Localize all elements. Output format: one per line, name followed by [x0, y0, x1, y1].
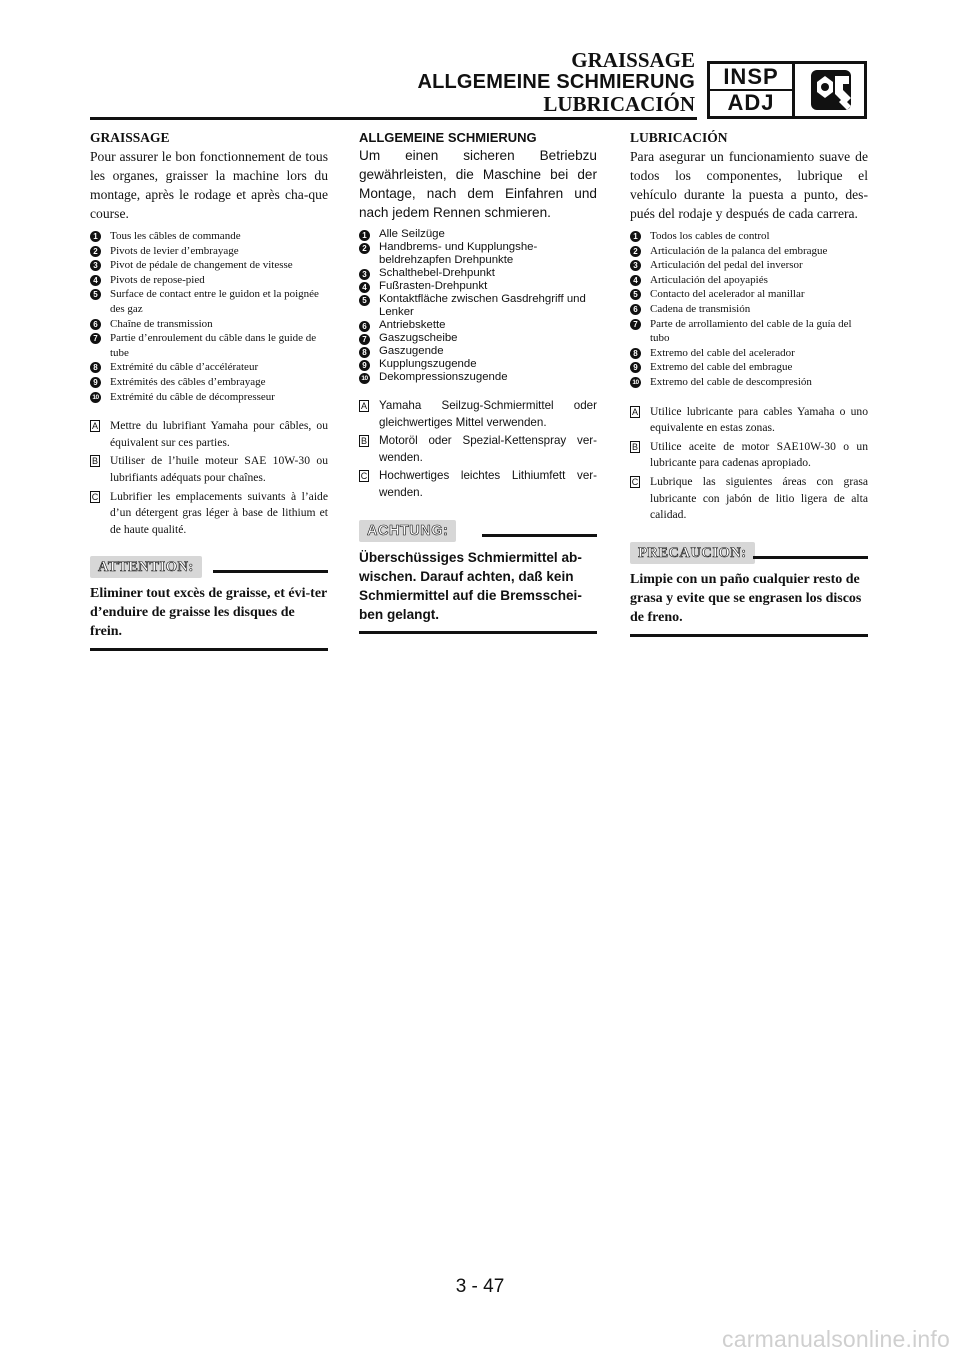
note-item [630, 474, 868, 524]
warning-header [359, 520, 597, 544]
warning-label: ATTENTION: [90, 556, 202, 578]
watermark: carmanualsonline.info [722, 1326, 950, 1352]
letter-marker: C [360, 471, 368, 482]
section-heading: GRAISSAGE [90, 130, 170, 145]
note-item [630, 439, 868, 472]
number-marker: 4 [630, 275, 641, 286]
list-item-text: Partie d’enroulement du câble dans le guide de tube [110, 332, 317, 359]
note-item [359, 398, 597, 431]
warning-text: Überschüssiges Schmiermittel ab-wischen. Darauf achten, daß kein Schmiermittel auf die Bremsschei-ben gelangt. [359, 548, 597, 634]
list-item-text: Gaszugende [379, 345, 444, 357]
lubricant-notes [90, 418, 328, 538]
number-marker: 6 [359, 321, 370, 332]
number-marker: 2 [630, 246, 641, 257]
list-item-text: Tous les câbles de commande [110, 230, 241, 242]
list-item [359, 319, 597, 332]
letter-marker: A [91, 421, 98, 432]
note-text: Yamaha Seilzug-Schmiermittel oder gleichwertiges Mittel verwenden. [379, 399, 597, 429]
list-item [630, 287, 868, 302]
number-marker: 2 [359, 243, 370, 254]
list-item [359, 228, 597, 241]
list-item-text: Contacto del acelerador al manillar [650, 288, 805, 301]
list-item-text: Extremo del cable del embrague [650, 361, 793, 374]
list-item [90, 273, 328, 288]
number-marker: 8 [90, 362, 101, 373]
warning-rule [482, 534, 597, 537]
list-item-text: Alle Seilzüge [379, 228, 445, 240]
title-es: LUBRICACIÓN [543, 92, 695, 116]
number-marker: 7 [630, 319, 641, 330]
letter-marker: B [91, 456, 98, 467]
number-marker: 5 [630, 289, 641, 300]
number-marker: 10 [359, 373, 370, 384]
parts-list [359, 228, 597, 384]
list-item [90, 287, 328, 316]
warning-text: Limpie con un paño cualquier resto de grasa y evite que se engrasen los discos de freno. [630, 570, 868, 637]
number-marker: 10 [90, 392, 101, 403]
list-item [630, 302, 868, 317]
list-item-text: Articulación de la palanca del embrague [650, 244, 828, 257]
letter-marker: A [360, 401, 367, 411]
number-marker: 9 [630, 362, 641, 373]
note-text: Lubrique las siguientes áreas con grasa lubricante con jabón de litio ligera de alta calidad. [650, 474, 868, 522]
parts-list [630, 229, 868, 390]
column-spanish [630, 130, 868, 637]
list-item-text: Articulación del pedal del inversor [650, 259, 803, 272]
section-heading: ALLGEMEINE SCHMIERUNG [359, 130, 537, 145]
intro-paragraph: Para asegurar un funcionamiento suave de todos los componentes, lubrique el vehículo durante la puesta a punto, des-pués del rodaje y después de cada carrera. [630, 149, 868, 221]
list-item [359, 267, 597, 280]
number-marker: 7 [90, 333, 101, 344]
warning-header [630, 542, 868, 566]
number-marker: 5 [90, 289, 101, 300]
note-text: Utilice aceite de motor SAE10W-30 o un lubricante para cadenas apropiado. [650, 439, 868, 470]
number-marker: 4 [90, 275, 101, 286]
list-item-text: Surface de contact entre le guidon et la poignée des gaz [110, 288, 319, 315]
list-item-text: Chaîne de transmission [110, 317, 213, 330]
note-text: Utilice lubricante para cables Yamaha o uno equivalente en estas zonas. [650, 404, 868, 435]
number-marker: 5 [359, 295, 370, 306]
parts-list [90, 229, 328, 404]
letter-marker: A [631, 406, 638, 417]
letter-marker: B [360, 436, 367, 447]
note-text: Mettre du lubrifiant Yamaha pour câbles, ou équivalent sur ces parties. [110, 419, 328, 449]
list-item [630, 317, 868, 346]
list-item [630, 244, 868, 259]
number-marker: 6 [630, 304, 641, 315]
list-item [359, 241, 597, 267]
list-item [359, 293, 597, 319]
list-item [630, 273, 868, 288]
warning-rule [753, 556, 868, 559]
list-item-text: Dekompressionszugende [379, 371, 508, 383]
list-item-text: Cadena de transmisión [650, 302, 751, 315]
lubricant-notes [359, 398, 597, 502]
note-item [359, 433, 597, 466]
list-item-text: Kupplungszugende [379, 358, 477, 370]
note-text: Lubrifier les emplacements suivants à l’aide d’un détergent gras léger à base de lithium et de haute qualité. [110, 489, 328, 536]
note-text: Hochwertiges leichtes Lithiumfett ver-wenden. [379, 469, 597, 499]
number-marker: 4 [359, 282, 370, 293]
page-number: 3 - 47 [455, 1276, 505, 1297]
badge-adj: ADJ [727, 90, 775, 115]
list-item-text: Extrémité du câble de décompresseur [110, 390, 275, 403]
list-item-text: Pivots de levier d’embrayage [110, 244, 239, 257]
number-marker: 2 [90, 246, 101, 257]
column-german [359, 130, 597, 634]
note-item [90, 489, 328, 539]
number-marker: 6 [90, 319, 101, 330]
list-item [359, 358, 597, 371]
title-fr: GRAISSAGE [571, 48, 695, 72]
badge-label-box [710, 64, 795, 116]
list-item [90, 244, 328, 259]
list-item [90, 229, 328, 244]
number-marker: 3 [630, 260, 641, 271]
number-marker: 10 [630, 377, 641, 388]
header-rule [90, 117, 697, 120]
list-item [630, 375, 868, 390]
list-item [90, 375, 328, 390]
letter-marker: B [631, 441, 638, 452]
list-item [359, 345, 597, 358]
note-text: Motoröl oder Spezial-Kettenspray ver-wenden. [379, 434, 597, 464]
list-item [359, 280, 597, 293]
letter-marker: C [91, 491, 99, 502]
list-item [359, 371, 597, 384]
note-item [90, 453, 328, 486]
list-item-text: Extremo del cable de descompresión [650, 375, 812, 388]
number-marker: 7 [359, 334, 370, 345]
wrench-nut-icon [795, 64, 867, 116]
list-item [90, 258, 328, 273]
list-item-text: Gaszugscheibe [379, 332, 458, 344]
list-item [630, 229, 868, 244]
section-badge [707, 61, 867, 119]
list-item [90, 360, 328, 375]
warning-text: Eliminer tout excès de graisse, et évi-ter d’enduire de graisse les disques de frein. [90, 584, 328, 651]
number-marker: 8 [630, 348, 641, 359]
badge-insp: INSP [710, 65, 792, 91]
list-item [90, 317, 328, 332]
list-item-text: Schalthebel-Drehpunkt [379, 267, 495, 279]
intro-paragraph: Um einen sicheren Betriebzu gewährleisten, die Maschine bei der Montage, nach dem Einfahren und nach jedem Rennen schmieren. [359, 148, 597, 220]
number-marker: 3 [359, 269, 370, 280]
list-item-text: Pivot de pédale de changement de vitesse [110, 259, 293, 272]
number-marker: 1 [630, 231, 641, 242]
list-item [630, 258, 868, 273]
list-item-text: Kontaktfläche zwischen Gasdrehgriff und Lenker [379, 293, 586, 318]
letter-marker: C [631, 476, 639, 487]
note-text: Utiliser de l’huile moteur SAE 10W-30 ou lubrifiants adéquats pour chaînes. [110, 454, 328, 484]
list-item [90, 331, 328, 360]
header-titles [417, 50, 695, 115]
note-item [359, 468, 597, 501]
column-french [90, 130, 328, 651]
list-item-text: Extremo del cable del acelerador [650, 346, 795, 359]
number-marker: 8 [359, 347, 370, 358]
warning-rule [213, 570, 328, 573]
intro-paragraph: Pour assurer le bon fonctionnement de tous les organes, graisser la machine lors du montage, après le rodage et après cha-que course. [90, 149, 328, 221]
list-item-text: Articulación del apoyapiés [650, 273, 768, 286]
number-marker: 9 [359, 360, 370, 371]
note-item [630, 404, 868, 437]
list-item [90, 390, 328, 405]
list-item-text: Todos los cables de control [650, 230, 770, 242]
list-item [630, 346, 868, 361]
number-marker: 1 [90, 231, 101, 242]
list-item-text: Pivots de repose-pied [110, 273, 205, 286]
list-item-text: Fußrasten-Drehpunkt [379, 280, 488, 292]
warning-header [90, 556, 328, 580]
list-item-text: Extrémités des câbles d’embrayage [110, 375, 266, 388]
section-heading: LUBRICACIÓN [630, 130, 728, 145]
warning-label: ACHTUNG: [359, 520, 456, 542]
list-item [630, 360, 868, 375]
warning-label: PRECAUCION: [630, 542, 755, 564]
title-de: ALLGEMEINE SCHMIERUNG [417, 71, 695, 93]
lubricant-notes [630, 404, 868, 524]
number-marker: 3 [90, 260, 101, 271]
list-item [359, 332, 597, 345]
list-item-text: Parte de arrollamiento del cable de la guía del tubo [650, 317, 852, 345]
list-item-text: Handbrems- und Kupplungshe-beldrehzapfen Drehpunkte [379, 241, 538, 266]
number-marker: 9 [90, 377, 101, 388]
list-item-text: Extrémité du câble d’accélérateur [110, 361, 259, 374]
number-marker: 1 [359, 230, 370, 241]
note-item [90, 418, 328, 451]
list-item-text: Antriebskette [379, 319, 446, 331]
